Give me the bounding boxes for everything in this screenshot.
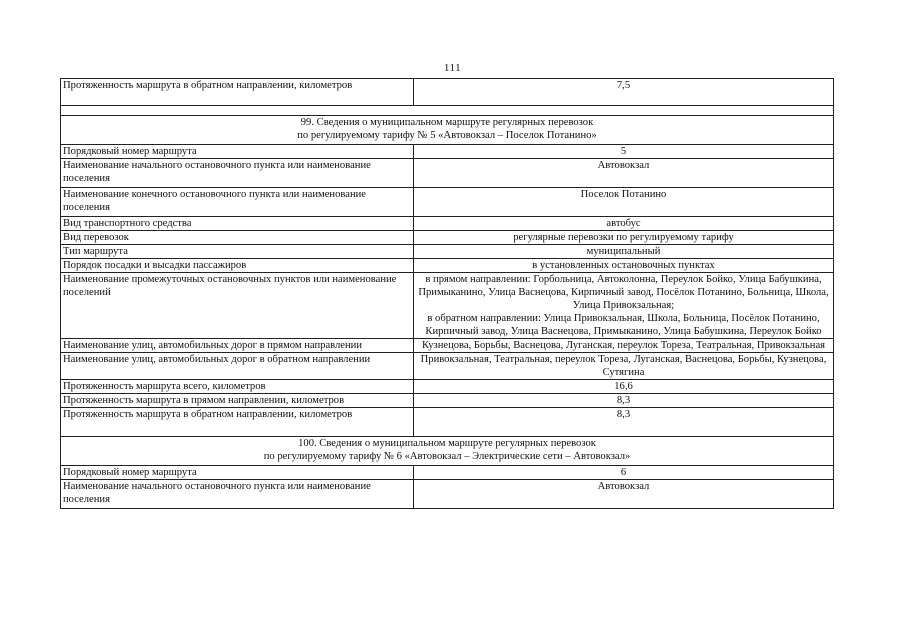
table-row: [61, 273, 834, 339]
table-row: [61, 480, 834, 509]
table-row: [61, 145, 834, 159]
table-row: [61, 466, 834, 480]
page-number: 111: [443, 62, 462, 74]
row-value: 7,5: [414, 79, 834, 106]
section-header-row: [61, 116, 834, 145]
intermediate-forward: в прямом направлении: Горбольница, Автоколонна, Переулок Бойко, Улица Бабушкина, Примыканино, Улица Васнецова, Кирпичный завод, Посёлок Потанино, Больница, Школа, Улица Привокзальная;: [418, 274, 829, 311]
row-label: Вид перевозок: [61, 231, 414, 245]
table-row-spacer: [61, 106, 834, 116]
table-row: [61, 188, 834, 217]
row-label: Порядковый номер маршрута: [61, 145, 414, 159]
row-value: [414, 273, 834, 339]
row-label: Наименование начального остановочного пункта или наименование поселения: [61, 480, 414, 509]
row-label: Вид транспортного средства: [61, 217, 414, 231]
section-title-line: по регулируемому тарифу № 6 «Автовокзал – Электрические сети – Автовокзал»: [263, 451, 631, 462]
row-label: Протяженность маршрута в прямом направлении, километров: [61, 394, 414, 408]
row-value: муниципальный: [414, 245, 834, 259]
table-row: [61, 217, 834, 231]
table-row: [61, 159, 834, 188]
table-row: [61, 259, 834, 273]
row-value: Поселок Потанино: [414, 188, 834, 217]
row-value: Автовокзал: [414, 159, 834, 188]
row-value: 8,3: [414, 394, 834, 408]
row-value: Кузнецова, Борьбы, Васнецова, Луганская, переулок Тореза, Театральная, Привокзальная: [414, 339, 834, 353]
section-title-line: 99. Сведения о муниципальном маршруте регулярных перевозок: [300, 117, 594, 128]
row-label: Наименование конечного остановочного пункта или наименование поселения: [61, 188, 414, 217]
row-label: Тип маршрута: [61, 245, 414, 259]
table-row: [61, 380, 834, 394]
row-value: в установленных остановочных пунктах: [414, 259, 834, 273]
row-label: Наименование улиц, автомобильных дорог в прямом направлении: [61, 339, 414, 353]
section-100-title: [61, 437, 834, 466]
row-value: 16,6: [414, 380, 834, 394]
table-row: [61, 353, 834, 380]
row-value: регулярные перевозки по регулируемому тарифу: [414, 231, 834, 245]
row-value: Автовокзал: [414, 480, 834, 509]
row-value: Привокзальная, Театральная, переулок Тореза, Луганская, Васнецова, Борьбы, Кузнецова, Сутягина: [414, 353, 834, 380]
row-label: Наименование начального остановочного пункта или наименование поселения: [61, 159, 414, 188]
table-row: [61, 245, 834, 259]
section-title-line: по регулируемому тарифу № 5 «Автовокзал – Поселок Потанино»: [297, 130, 597, 141]
row-value: 6: [414, 466, 834, 480]
table-row: [61, 394, 834, 408]
row-label: Порядковый номер маршрута: [61, 466, 414, 480]
row-label: Наименование промежуточных остановочных пунктов или наименование поселений: [61, 273, 414, 339]
section-99-title: [61, 116, 834, 145]
row-value: 5: [414, 145, 834, 159]
row-value: автобус: [414, 217, 834, 231]
row-label: Протяженность маршрута в обратном направлении, километров: [61, 408, 414, 437]
row-label: Протяженность маршрута всего, километров: [61, 380, 414, 394]
row-value: 8,3: [414, 408, 834, 437]
row-label: Протяженность маршрута в обратном направлении, километров: [61, 79, 414, 106]
table-row: [61, 79, 834, 106]
table-row: [61, 231, 834, 245]
row-label: Наименование улиц, автомобильных дорог в обратном направлении: [61, 353, 414, 380]
table-row: [61, 408, 834, 437]
section-header-row: [61, 437, 834, 466]
route-info-table: [60, 78, 834, 509]
section-title-line: 100. Сведения о муниципальном маршруте регулярных перевозок: [298, 438, 596, 449]
table-row: [61, 339, 834, 353]
intermediate-backward: в обратном направлении: Улица Привокзальная, Школа, Больница, Посёлок Потанино, Кирпичный завод, Улица Васнецова, Примыканино, Улица Бабушкина, Переулок Бойко: [425, 313, 822, 337]
row-label: Порядок посадки и высадки пассажиров: [61, 259, 414, 273]
